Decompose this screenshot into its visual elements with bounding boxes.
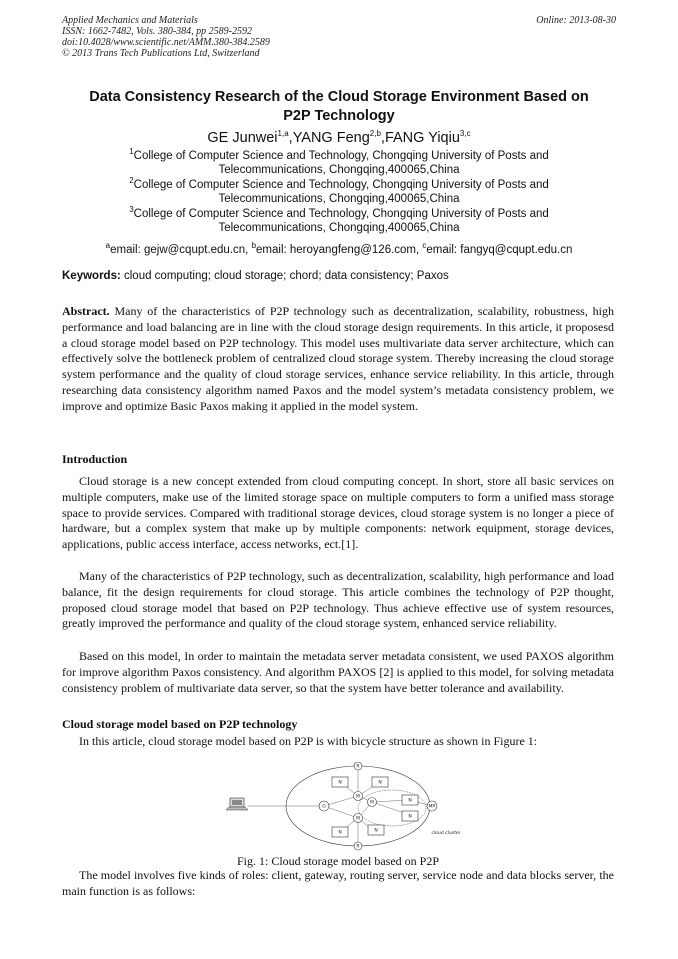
affiliation-line: Telecommunications, Chongqing,400065,China <box>218 193 460 205</box>
routing-node-label: R <box>356 764 360 770</box>
section-heading-model: Cloud storage model based on P2P technology <box>62 717 298 731</box>
client-computer-icon <box>226 798 248 810</box>
service-node-label: N <box>378 780 382 786</box>
online-date: Online: 2013-08-30 <box>536 15 616 26</box>
title-line-1: Data Consistency Research of the Cloud Storage Environment Based on <box>89 89 589 105</box>
affiliation-3 <box>90 207 588 235</box>
abstract-label: Abstract. <box>62 304 110 318</box>
figure-caption: Fig. 1: Cloud storage model based on P2P <box>237 854 439 868</box>
affiliation-line: College of Computer Science and Technology, Chongqing University of Posts and <box>133 150 549 162</box>
affiliation-sup: 3 <box>129 205 134 215</box>
service-node-label: N <box>338 830 342 836</box>
title-line-2: P2P Technology <box>283 108 395 124</box>
cloud-storage-model-diagram <box>220 762 460 852</box>
abstract-text: Many of the characteristics of P2P technology such as decentralization, scalability, robustness, high performance and load balancing are in line with the cloud storage design requirements. In this article, it proposesd a cloud storage model based on P2P technology. This model uses multivariate data server architecture, which can effectively solve the bottleneck problem of centralized cloud storage system. Thereby increasing the cloud storage system performance and the quality of cloud storage services, enhance service reliability. In this article, through researching data consistency algorithm named Paxos and the model system’s metadata consistency problem, we improve and optimize Basic Paxos making it applied in the model system. <box>62 304 614 413</box>
affiliation-line: Telecommunications, Chongqing,400065,China <box>218 222 460 234</box>
email-sup: c <box>422 241 427 251</box>
metadata-node-label: M <box>356 816 360 822</box>
author-sup: 3,c <box>459 129 471 139</box>
email-sup: b <box>251 241 257 251</box>
gateway-node-label: G <box>322 804 326 810</box>
email-a[interactable]: email: gejw@cqupt.edu.cn, <box>110 244 252 256</box>
metadata-node-label: M <box>356 794 360 800</box>
metadata-node-label: M <box>370 800 374 806</box>
model-paragraph-2: The model involves five kinds of roles: client, gateway, routing server, service node and data blocks server, the main function is as follows: <box>62 868 614 898</box>
journal-doi: doi:10.4028/www.scientific.net/AMM.380-384.2589 <box>62 37 270 48</box>
author-emails <box>40 241 638 256</box>
affiliation-1 <box>90 149 588 177</box>
routing-node-label: R <box>356 844 360 850</box>
service-node-label: N <box>338 780 342 786</box>
journal-issn: ISSN: 1662-7482, Vols. 380-384, pp 2589-2592 <box>62 26 252 37</box>
service-node-label: N <box>408 798 412 804</box>
author-name: YANG Feng <box>292 130 370 146</box>
intro-paragraph-3: Based on this model, In order to maintain the metadata server metadata consistent, we used PAXOS algorithm for improve algorithm Paxos consistency. And algorithm PAXOS [2] is applied to this model, for solving metadata consistency problem of multivariate data server, so that the system have better tolerance and availability. <box>62 649 614 695</box>
author-name: FANG Yiqiu <box>384 130 460 146</box>
email-b[interactable]: email: heroyangfeng@126.com, <box>256 244 423 256</box>
keywords-label: Keywords: <box>62 270 121 282</box>
author-list: GE Junwei$^{1,a}$,YANG Feng$^{2,b}$,FANG Yiqiu$^{3,c}$ <box>207 129 471 146</box>
journal-meta <box>62 15 270 59</box>
metadata-router-label: MR <box>428 804 436 810</box>
abstract <box>62 304 614 415</box>
keywords-text: cloud computing; cloud storage; chord; data consistency; Paxos <box>120 270 449 282</box>
affiliation-sup: 1 <box>129 147 134 157</box>
journal-name: Applied Mechanics and Materials <box>62 15 198 26</box>
affiliation-line: College of Computer Science and Technology, Chongqing University of Posts and <box>133 208 549 220</box>
paper-title <box>50 88 628 126</box>
cloud-cluster-label: cloud cluster <box>431 831 460 836</box>
email-c[interactable]: email: fangyq@cqupt.edu.cn <box>426 244 573 256</box>
affiliation-sup: 2 <box>129 176 134 186</box>
keywords <box>62 270 618 282</box>
intro-paragraph-2: Many of the characteristics of P2P technology, such as decentralization, scalability, high performance and load balance, fit the design requirements for cloud storage. This article combines the technology of P2P thought, proposed cloud storage model that based on P2P technology. Thus achieve effective use of system resources, greatly improved the performance and quality of the cloud storage system, enhanced service reliability. <box>62 569 614 631</box>
affiliation-line: Telecommunications, Chongqing,400065,China <box>218 164 460 176</box>
service-node-label: N <box>408 814 412 820</box>
intro-paragraph-1: Cloud storage is a new concept extended from cloud computing concept. In short, store all basic services on multiple computers, make use of the limited storage space on multiple computers to form a unified mass storage space to provide services. Compared with traditional storage devices, cloud storage system is no longer a piece of hardware, but a complex system that make up by multiple components: network equipment, storage devices, applications, public access interface, access networks, ect.[1]. <box>62 474 614 552</box>
model-paragraph-1: In this article, cloud storage model based on P2P is with bicycle structure as shown in Figure 1: <box>79 734 538 748</box>
affiliation-2 <box>90 178 588 206</box>
journal-copyright: © 2013 Trans Tech Publications Ltd, Switzerland <box>62 48 260 59</box>
section-heading-introduction: Introduction <box>62 452 128 466</box>
affiliation-line: College of Computer Science and Technology, Chongqing University of Posts and <box>133 179 549 191</box>
author-sup: 2,b <box>369 129 381 139</box>
author-sup: 1,a <box>277 129 289 139</box>
author-name: GE Junwei <box>207 130 278 146</box>
email-sup: a <box>105 241 111 251</box>
service-node-label: N <box>374 828 378 834</box>
